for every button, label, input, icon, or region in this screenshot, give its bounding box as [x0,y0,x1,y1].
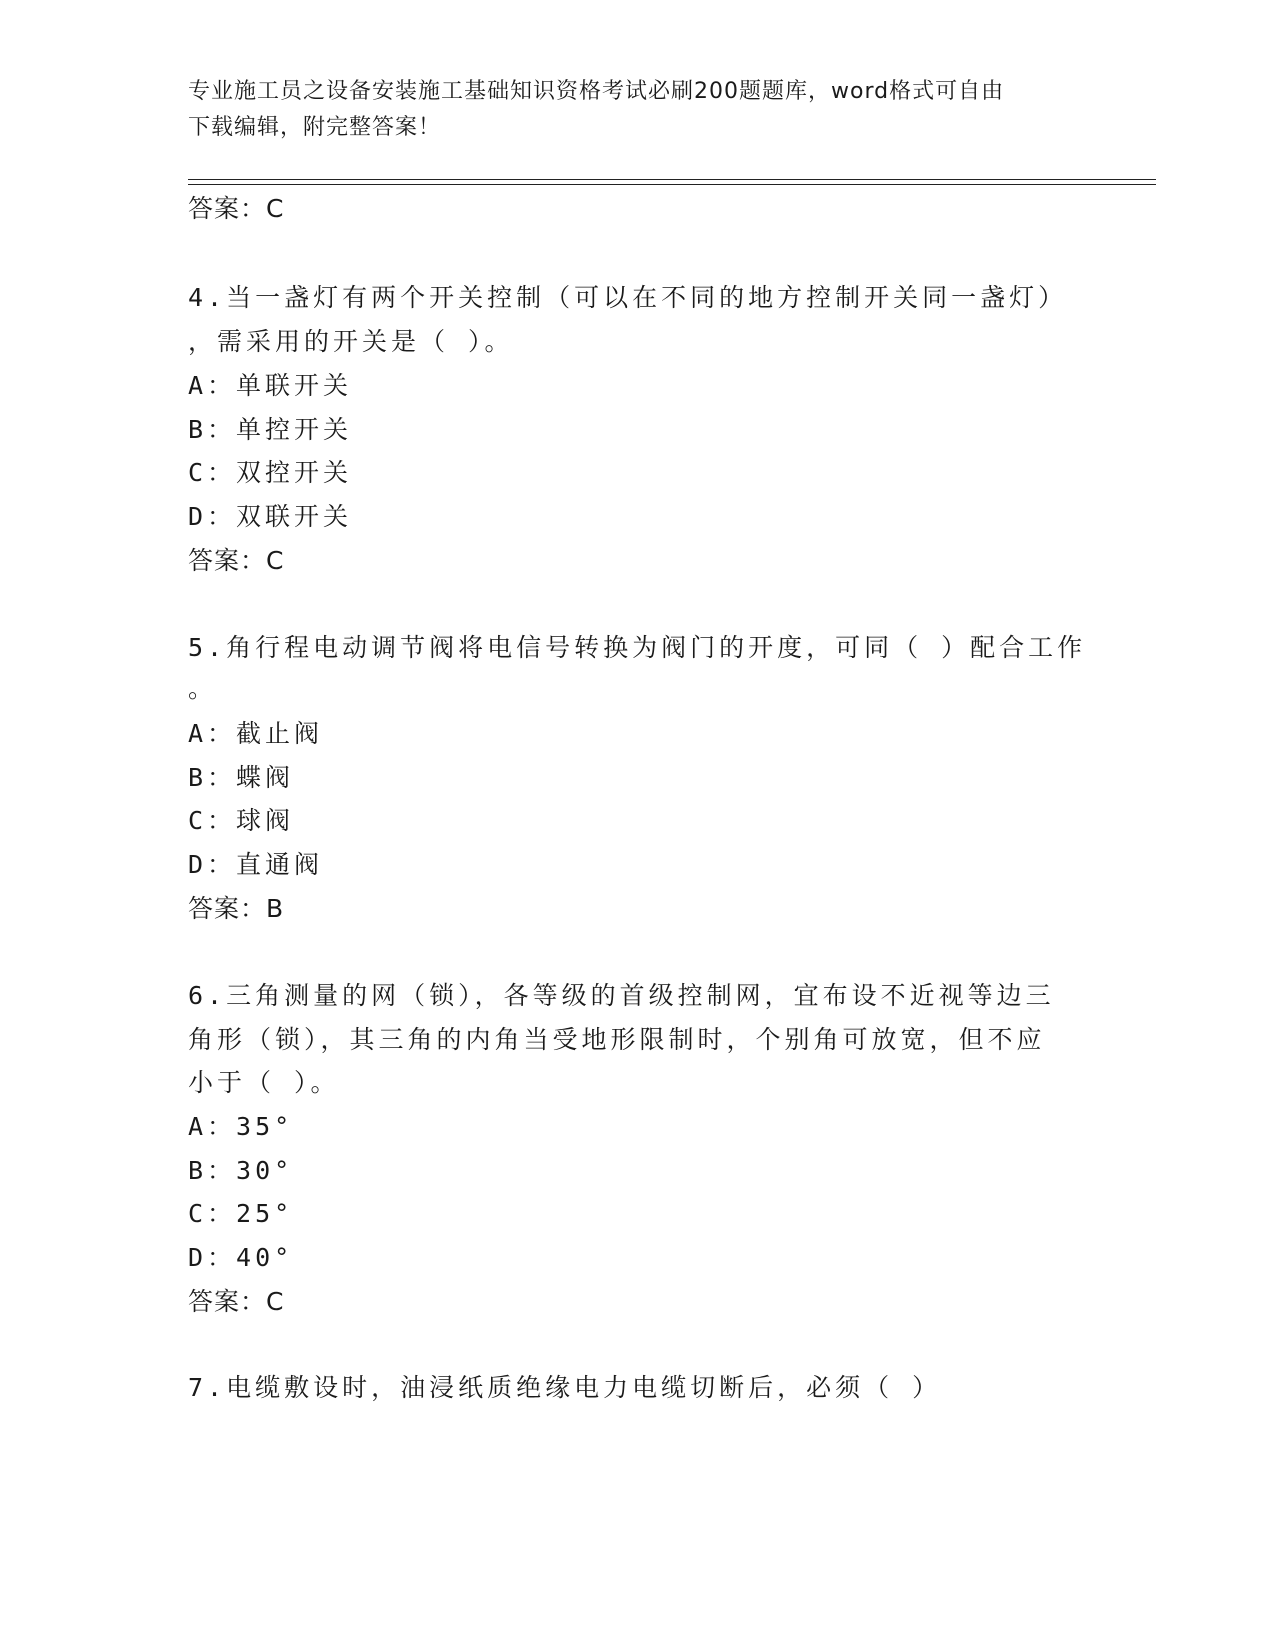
question-4-stem-line-2: ，需采用的开关是（ ）。 [188,327,514,356]
question-6-option-d: D：40° [188,1243,294,1272]
header-rule-bottom [188,184,1156,185]
question-5-option-c: C：球阀 [188,806,295,835]
previous-answer: 答案：C [188,194,285,223]
question-5-answer: 答案：B [188,894,285,923]
question-6-stem-line-1: 6.三角测量的网（锁），各等级的首级控制网，宜布设不近视等边三 [188,981,1055,1010]
question-4-option-d: D：双联开关 [188,502,353,531]
question-6-option-a: A：35° [188,1112,294,1141]
question-6-stem-line-2: 角形（锁），其三角的内角当受地形限制时，个别角可放宽，但不应 [188,1025,1046,1054]
question-6-stem-line-3: 小于（ ）。 [188,1068,340,1097]
header-rule-top [188,179,1156,180]
question-5-stem-line-1: 5.角行程电动调节阀将电信号转换为阀门的开度，可同（ ）配合工作 [188,633,1087,662]
question-6-option-c: C：25° [188,1199,294,1228]
document-header [188,74,1088,146]
question-4-stem-line-1: 4.当一盏灯有两个开关控制（可以在不同的地方控制开关同一盏灯） [188,283,1068,312]
header-line-1: 专业施工员之设备安装施工基础知识资格考试必刷200题题库，word格式可自由 [188,79,1005,104]
question-4-option-b: B：单控开关 [188,415,353,444]
question-5-option-a: A：截止阀 [188,719,324,748]
header-line-2: 下载编辑，附完整答案！ [188,115,442,140]
question-5-stem-line-2: 。 [188,674,218,703]
question-5-option-b: B：蝶阀 [188,763,295,792]
question-4-answer: 答案：C [188,546,285,575]
question-6-option-b: B：30° [188,1156,294,1185]
question-7-stem-line-1: 7.电缆敷设时，油浸纸质绝缘电力电缆切断后，必须（ ） [188,1373,942,1402]
question-4-option-c: C：双控开关 [188,458,353,487]
question-6-answer: 答案：C [188,1287,285,1316]
question-5-option-d: D：直通阀 [188,850,324,879]
question-4-option-a: A：单联开关 [188,371,353,400]
